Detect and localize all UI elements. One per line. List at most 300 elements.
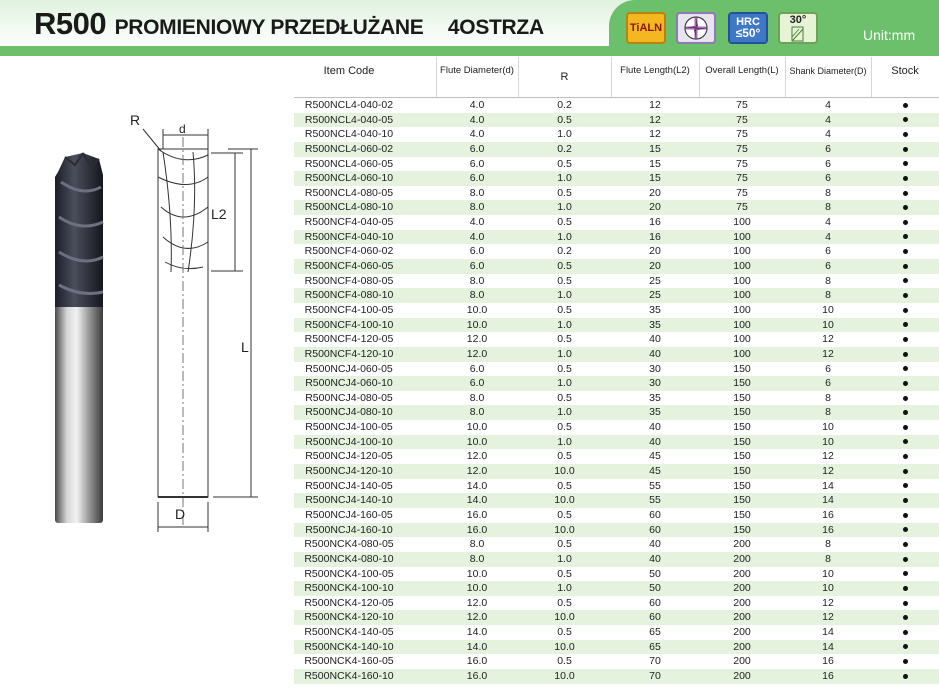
cell-r-value: 0.5 bbox=[557, 479, 572, 492]
stock-dot-icon bbox=[903, 557, 908, 562]
cell-overall-length: 200 bbox=[733, 596, 751, 609]
four-flute-icon-graphic bbox=[683, 15, 709, 41]
cell-item-code: R500NCJ4-080-10 bbox=[305, 406, 393, 419]
cell-shank-diameter: 12 bbox=[822, 596, 834, 609]
tialn-label: TiALN bbox=[629, 22, 663, 34]
stock-dot-icon bbox=[903, 483, 908, 488]
cell-r-value: 1.0 bbox=[557, 582, 572, 595]
stock-dot-icon bbox=[903, 103, 908, 108]
col-shank-diameter: Shank Diameter(D) bbox=[789, 66, 867, 76]
col-flute-length: Flute Length(L2) bbox=[620, 65, 690, 76]
cell-item-code: R500NCK4-160-10 bbox=[304, 669, 394, 682]
cell-item-code: R500NCJ4-100-10 bbox=[305, 435, 393, 448]
cell-flute-diameter: 14.0 bbox=[466, 640, 488, 653]
cell-stock bbox=[871, 581, 939, 596]
cell-overall-length: 150 bbox=[733, 479, 751, 492]
cell-flute-length: 20 bbox=[649, 201, 661, 214]
stock-dot-icon bbox=[903, 659, 908, 664]
table-row bbox=[294, 493, 939, 508]
cell-shank-diameter: 12 bbox=[822, 611, 834, 624]
cell-flute-length: 35 bbox=[649, 303, 661, 316]
cell-flute-diameter: 6.0 bbox=[469, 245, 485, 258]
cell-r-value: 1.0 bbox=[557, 318, 572, 331]
cell-r-value: 0.5 bbox=[557, 113, 572, 126]
cell-overall-length: 100 bbox=[733, 245, 751, 258]
cell-flute-length: 50 bbox=[649, 582, 661, 595]
cell-item-code: R500NCJ4-140-10 bbox=[305, 494, 393, 507]
cell-shank-diameter: 12 bbox=[822, 333, 834, 346]
cell-stock bbox=[871, 318, 939, 333]
cell-shank-diameter: 8 bbox=[825, 274, 831, 287]
table-row bbox=[294, 610, 939, 625]
cell-shank-diameter: 16 bbox=[822, 523, 834, 536]
cell-stock bbox=[871, 362, 939, 377]
cell-overall-length: 150 bbox=[733, 406, 751, 419]
cell-flute-diameter: 8.0 bbox=[469, 391, 485, 404]
cell-overall-length: 200 bbox=[733, 655, 751, 668]
cell-shank-diameter: 14 bbox=[822, 479, 834, 492]
helix-angle-value: 30° bbox=[789, 14, 807, 26]
cell-flute-diameter: 6.0 bbox=[469, 172, 485, 185]
cell-r-value: 0.5 bbox=[557, 274, 572, 287]
cell-flute-diameter: 6.0 bbox=[469, 362, 485, 375]
cell-shank-diameter: 10 bbox=[822, 567, 834, 580]
cell-overall-length: 150 bbox=[733, 391, 751, 404]
stock-dot-icon bbox=[903, 322, 908, 327]
stock-dot-icon bbox=[903, 454, 908, 459]
cell-item-code: R500NCJ4-160-10 bbox=[305, 523, 393, 536]
cell-stock bbox=[871, 449, 939, 464]
cell-shank-diameter: 6 bbox=[825, 142, 831, 155]
cell-flute-diameter: 4.0 bbox=[469, 99, 485, 111]
cell-flute-length: 20 bbox=[649, 245, 661, 258]
table-row bbox=[294, 654, 939, 669]
stock-dot-icon bbox=[903, 674, 908, 679]
cell-item-code: R500NCL4-080-05 bbox=[304, 186, 394, 199]
cell-overall-length: 150 bbox=[733, 523, 751, 536]
cell-stock bbox=[871, 391, 939, 406]
stock-dot-icon bbox=[903, 352, 908, 357]
cell-item-code: R500NCK4-160-05 bbox=[304, 655, 394, 668]
stock-dot-icon bbox=[903, 527, 908, 532]
cell-shank-diameter: 8 bbox=[825, 186, 831, 199]
cell-shank-diameter: 14 bbox=[822, 626, 834, 639]
table-row bbox=[294, 435, 939, 450]
cell-flute-length: 40 bbox=[649, 538, 661, 551]
stock-dot-icon bbox=[903, 644, 908, 649]
cell-flute-length: 40 bbox=[649, 333, 661, 346]
cell-r-value: 0.5 bbox=[557, 260, 572, 273]
stock-dot-icon bbox=[903, 249, 908, 254]
cell-flute-diameter: 8.0 bbox=[469, 274, 485, 287]
cell-stock bbox=[871, 259, 939, 274]
cell-overall-length: 150 bbox=[733, 450, 751, 463]
cell-shank-diameter: 6 bbox=[825, 245, 831, 258]
cell-overall-length: 200 bbox=[733, 611, 751, 624]
helix-angle-icon bbox=[787, 26, 809, 42]
cell-r-value: 0.5 bbox=[557, 157, 572, 170]
cell-r-value: 1.0 bbox=[557, 435, 572, 448]
cell-r-value: 10.0 bbox=[554, 669, 575, 682]
cell-r-value: 10.0 bbox=[554, 611, 575, 624]
spec-table-body bbox=[294, 98, 939, 684]
cell-r-value: 0.5 bbox=[557, 596, 572, 609]
table-row bbox=[294, 318, 939, 333]
stock-dot-icon bbox=[903, 630, 908, 635]
cell-shank-diameter: 10 bbox=[822, 421, 834, 434]
table-row bbox=[294, 332, 939, 347]
table-row bbox=[294, 464, 939, 479]
hrc-hardness-badge bbox=[728, 12, 768, 44]
cell-shank-diameter: 8 bbox=[825, 538, 831, 551]
cell-shank-diameter: 8 bbox=[825, 391, 831, 404]
cell-r-value: 1.0 bbox=[557, 172, 572, 185]
table-row bbox=[294, 362, 939, 377]
hrc-label: HRC bbox=[736, 16, 760, 28]
cell-stock bbox=[871, 376, 939, 391]
cell-item-code: R500NCF4-080-05 bbox=[304, 274, 394, 287]
cell-flute-diameter: 8.0 bbox=[469, 552, 485, 565]
table-row bbox=[294, 171, 939, 186]
cell-overall-length: 75 bbox=[736, 128, 748, 141]
table-row bbox=[294, 581, 939, 596]
cell-flute-diameter: 14.0 bbox=[466, 494, 488, 507]
table-row bbox=[294, 596, 939, 611]
table-row bbox=[294, 669, 939, 684]
cell-stock bbox=[871, 98, 939, 113]
cell-flute-length: 45 bbox=[649, 450, 661, 463]
four-flute-icon bbox=[676, 12, 716, 44]
cell-flute-length: 16 bbox=[649, 216, 661, 229]
cell-r-value: 0.5 bbox=[557, 538, 572, 551]
page-header bbox=[0, 0, 939, 56]
stock-dot-icon bbox=[903, 264, 908, 269]
cell-r-value: 1.0 bbox=[557, 289, 572, 302]
cell-r-value: 1.0 bbox=[557, 406, 572, 419]
cell-flute-length: 35 bbox=[649, 391, 661, 404]
cell-stock bbox=[871, 537, 939, 552]
cell-shank-diameter: 4 bbox=[825, 113, 831, 126]
cell-flute-length: 55 bbox=[649, 494, 661, 507]
cell-overall-length: 200 bbox=[733, 552, 751, 565]
stock-dot-icon bbox=[903, 542, 908, 547]
cell-flute-length: 40 bbox=[649, 421, 661, 434]
stock-dot-icon bbox=[903, 366, 908, 371]
dimension-d-big-label: D bbox=[175, 506, 186, 522]
cell-stock bbox=[871, 435, 939, 450]
cell-flute-diameter: 4.0 bbox=[469, 216, 485, 229]
cell-r-value: 0.5 bbox=[557, 626, 572, 639]
stock-dot-icon bbox=[903, 132, 908, 137]
cell-flute-diameter: 12.0 bbox=[466, 596, 488, 609]
cell-overall-length: 150 bbox=[733, 508, 751, 521]
cell-r-value: 0.2 bbox=[557, 142, 572, 155]
cell-r-value: 0.2 bbox=[557, 99, 572, 111]
cell-flute-diameter: 8.0 bbox=[469, 538, 485, 551]
cell-overall-length: 150 bbox=[733, 465, 751, 478]
flute-count: 4OSTRZA bbox=[447, 16, 544, 39]
model-name: R500 bbox=[34, 6, 107, 41]
cell-flute-diameter: 16.0 bbox=[466, 669, 488, 682]
table-row bbox=[294, 230, 939, 245]
cell-flute-diameter: 16.0 bbox=[466, 655, 488, 668]
cell-stock bbox=[871, 479, 939, 494]
cell-r-value: 1.0 bbox=[557, 377, 572, 390]
cell-stock bbox=[871, 640, 939, 655]
cell-shank-diameter: 16 bbox=[822, 655, 834, 668]
cell-item-code: R500NCL4-060-02 bbox=[304, 142, 394, 155]
cell-flute-diameter: 12.0 bbox=[466, 465, 488, 478]
cell-flute-diameter: 10.0 bbox=[466, 303, 488, 316]
cell-item-code: R500NCL4-040-05 bbox=[304, 113, 394, 126]
cell-shank-diameter: 8 bbox=[825, 552, 831, 565]
model-description: PROMIENIOWY PRZEDŁUŻANE bbox=[114, 16, 424, 39]
cell-shank-diameter: 12 bbox=[822, 450, 834, 463]
cell-stock bbox=[871, 157, 939, 172]
cell-overall-length: 100 bbox=[733, 230, 751, 243]
cell-overall-length: 75 bbox=[736, 172, 748, 185]
cell-r-value: 0.5 bbox=[557, 655, 572, 668]
stock-dot-icon bbox=[903, 615, 908, 620]
end-mill-line-drawing bbox=[143, 129, 258, 532]
table-row bbox=[294, 405, 939, 420]
header-green-strip bbox=[0, 46, 939, 56]
end-mill-photo bbox=[55, 153, 103, 523]
cell-flute-length: 15 bbox=[649, 157, 661, 170]
cell-overall-length: 100 bbox=[733, 303, 751, 316]
table-row bbox=[294, 98, 939, 113]
cell-stock bbox=[871, 113, 939, 128]
cell-flute-diameter: 10.0 bbox=[466, 435, 488, 448]
cell-flute-length: 45 bbox=[649, 465, 661, 478]
cell-shank-diameter: 8 bbox=[825, 406, 831, 419]
tool-drawing-panel bbox=[3, 57, 294, 683]
cell-shank-diameter: 6 bbox=[825, 172, 831, 185]
page-title bbox=[34, 6, 544, 42]
cell-stock bbox=[871, 186, 939, 201]
cell-r-value: 1.0 bbox=[557, 552, 572, 565]
cell-stock bbox=[871, 244, 939, 259]
cell-r-value: 1.0 bbox=[557, 230, 572, 243]
dimension-d-small-label: d bbox=[179, 122, 186, 136]
table-row bbox=[294, 567, 939, 582]
cell-shank-diameter: 14 bbox=[822, 494, 834, 507]
cell-r-value: 0.5 bbox=[557, 216, 572, 229]
stock-dot-icon bbox=[903, 293, 908, 298]
cell-flute-length: 20 bbox=[649, 186, 661, 199]
cell-overall-length: 150 bbox=[733, 421, 751, 434]
cell-shank-diameter: 6 bbox=[825, 157, 831, 170]
cell-shank-diameter: 16 bbox=[822, 508, 834, 521]
col-r: R bbox=[560, 71, 569, 83]
cell-overall-length: 200 bbox=[733, 626, 751, 639]
cell-flute-diameter: 12.0 bbox=[466, 347, 488, 360]
cell-r-value: 10.0 bbox=[554, 465, 575, 478]
cell-shank-diameter: 12 bbox=[822, 347, 834, 360]
table-row bbox=[294, 200, 939, 215]
table-row bbox=[294, 391, 939, 406]
stock-dot-icon bbox=[903, 396, 908, 401]
hrc-value: ≤50° bbox=[735, 26, 761, 40]
cell-shank-diameter: 12 bbox=[822, 465, 834, 478]
cell-stock bbox=[871, 420, 939, 435]
spec-table-header bbox=[294, 57, 939, 97]
col-overall-length: Overall Length(L) bbox=[705, 65, 779, 76]
cell-flute-length: 16 bbox=[649, 230, 661, 243]
cell-item-code: R500NCJ4-060-10 bbox=[305, 377, 393, 390]
cell-r-value: 1.0 bbox=[557, 128, 572, 141]
cell-overall-length: 100 bbox=[733, 347, 751, 360]
cell-shank-diameter: 4 bbox=[825, 128, 831, 141]
cell-overall-length: 200 bbox=[733, 538, 751, 551]
cell-flute-length: 35 bbox=[649, 318, 661, 331]
cell-stock bbox=[871, 347, 939, 362]
table-row bbox=[294, 625, 939, 640]
cell-item-code: R500NCK4-080-05 bbox=[304, 538, 394, 551]
cell-flute-diameter: 10.0 bbox=[466, 567, 488, 580]
cell-shank-diameter: 10 bbox=[822, 303, 834, 316]
cell-item-code: R500NCK4-120-10 bbox=[304, 611, 394, 624]
table-row bbox=[294, 420, 939, 435]
cell-flute-diameter: 10.0 bbox=[466, 421, 488, 434]
table-row bbox=[294, 215, 939, 230]
cell-flute-length: 50 bbox=[649, 567, 661, 580]
cell-flute-length: 65 bbox=[649, 640, 661, 653]
cell-stock bbox=[871, 127, 939, 142]
cell-overall-length: 200 bbox=[733, 640, 751, 653]
cell-item-code: R500NCF4-080-10 bbox=[304, 289, 394, 302]
table-row bbox=[294, 303, 939, 318]
cell-flute-diameter: 6.0 bbox=[469, 157, 485, 170]
cell-flute-diameter: 8.0 bbox=[469, 406, 485, 419]
stock-dot-icon bbox=[903, 513, 908, 518]
cell-item-code: R500NCL4-040-10 bbox=[304, 128, 394, 141]
cell-overall-length: 150 bbox=[733, 362, 751, 375]
cell-r-value: 0.5 bbox=[557, 450, 572, 463]
table-row bbox=[294, 142, 939, 157]
cell-r-value: 1.0 bbox=[557, 347, 572, 360]
cell-r-value: 10.0 bbox=[554, 494, 575, 507]
cell-item-code: R500NCK4-140-05 bbox=[304, 626, 394, 639]
cell-r-value: 0.5 bbox=[557, 421, 572, 434]
cell-overall-length: 100 bbox=[733, 333, 751, 346]
cell-overall-length: 75 bbox=[736, 99, 748, 111]
cell-stock bbox=[871, 405, 939, 420]
cell-overall-length: 75 bbox=[736, 186, 748, 199]
cell-stock bbox=[871, 654, 939, 669]
cell-flute-length: 25 bbox=[649, 274, 661, 287]
table-row bbox=[294, 274, 939, 289]
cell-overall-length: 200 bbox=[733, 669, 751, 682]
cell-overall-length: 100 bbox=[733, 289, 751, 302]
cell-item-code: R500NCJ4-120-10 bbox=[305, 465, 393, 478]
cell-flute-diameter: 14.0 bbox=[466, 626, 488, 639]
table-row bbox=[294, 523, 939, 538]
stock-dot-icon bbox=[903, 278, 908, 283]
table-row bbox=[294, 449, 939, 464]
stock-dot-icon bbox=[903, 176, 908, 181]
cell-stock bbox=[871, 200, 939, 215]
cell-item-code: R500NCJ4-100-05 bbox=[305, 421, 393, 434]
cell-shank-diameter: 4 bbox=[825, 230, 831, 243]
cell-item-code: R500NCF4-040-05 bbox=[304, 216, 394, 229]
cell-overall-length: 100 bbox=[733, 216, 751, 229]
cell-flute-length: 20 bbox=[649, 260, 661, 273]
stock-dot-icon bbox=[903, 571, 908, 576]
cell-stock bbox=[871, 215, 939, 230]
stock-dot-icon bbox=[903, 234, 908, 239]
cell-flute-length: 55 bbox=[649, 479, 661, 492]
cell-flute-diameter: 16.0 bbox=[466, 508, 488, 521]
cell-flute-length: 30 bbox=[649, 362, 661, 375]
cell-stock bbox=[871, 274, 939, 289]
cell-stock bbox=[871, 523, 939, 538]
table-row bbox=[294, 157, 939, 172]
table-row bbox=[294, 259, 939, 274]
col-item-code: Item Code bbox=[323, 65, 375, 77]
cell-item-code: R500NCK4-120-05 bbox=[304, 596, 394, 609]
cell-flute-length: 70 bbox=[649, 655, 661, 668]
cell-flute-length: 25 bbox=[649, 289, 661, 302]
cell-r-value: 0.5 bbox=[557, 186, 572, 199]
cell-item-code: R500NCK4-100-10 bbox=[304, 582, 394, 595]
cell-item-code: R500NCF4-100-10 bbox=[304, 318, 394, 331]
cell-item-code: R500NCF4-120-05 bbox=[304, 333, 394, 346]
cell-flute-length: 65 bbox=[649, 626, 661, 639]
cell-item-code: R500NCJ4-140-05 bbox=[305, 479, 393, 492]
dimension-r-label: R bbox=[130, 112, 141, 128]
stock-dot-icon bbox=[903, 439, 908, 444]
cell-flute-length: 60 bbox=[649, 596, 661, 609]
cell-item-code: R500NCL4-060-10 bbox=[304, 172, 394, 185]
cell-shank-diameter: 6 bbox=[825, 377, 831, 390]
stock-dot-icon bbox=[903, 337, 908, 342]
table-row bbox=[294, 127, 939, 142]
cell-flute-diameter: 6.0 bbox=[469, 377, 485, 390]
table-row bbox=[294, 186, 939, 201]
cell-flute-length: 40 bbox=[649, 552, 661, 565]
table-row bbox=[294, 347, 939, 362]
cell-r-value: 0.5 bbox=[557, 333, 572, 346]
stock-dot-icon bbox=[903, 191, 908, 196]
cell-flute-diameter: 14.0 bbox=[466, 479, 488, 492]
cell-shank-diameter: 8 bbox=[825, 201, 831, 214]
cell-r-value: 0.5 bbox=[557, 391, 572, 404]
cell-stock bbox=[871, 552, 939, 567]
unit-label: Unit:mm bbox=[863, 27, 916, 43]
stock-dot-icon bbox=[903, 381, 908, 386]
cell-flute-diameter: 4.0 bbox=[469, 230, 485, 243]
cell-flute-diameter: 12.0 bbox=[466, 333, 488, 346]
cell-stock bbox=[871, 230, 939, 245]
cell-stock bbox=[871, 493, 939, 508]
cell-shank-diameter: 6 bbox=[825, 260, 831, 273]
cell-overall-length: 200 bbox=[733, 567, 751, 580]
stock-dot-icon bbox=[903, 220, 908, 225]
cell-overall-length: 75 bbox=[736, 157, 748, 170]
cell-flute-length: 35 bbox=[649, 406, 661, 419]
cell-stock bbox=[871, 596, 939, 611]
cell-shank-diameter: 14 bbox=[822, 640, 834, 653]
stock-dot-icon bbox=[903, 161, 908, 166]
cell-item-code: R500NCF4-120-10 bbox=[304, 347, 394, 360]
cell-stock bbox=[871, 288, 939, 303]
cell-flute-diameter: 12.0 bbox=[466, 450, 488, 463]
col-stock: Stock bbox=[891, 65, 919, 77]
stock-dot-icon bbox=[903, 410, 908, 415]
cell-overall-length: 100 bbox=[733, 274, 751, 287]
cell-stock bbox=[871, 332, 939, 347]
